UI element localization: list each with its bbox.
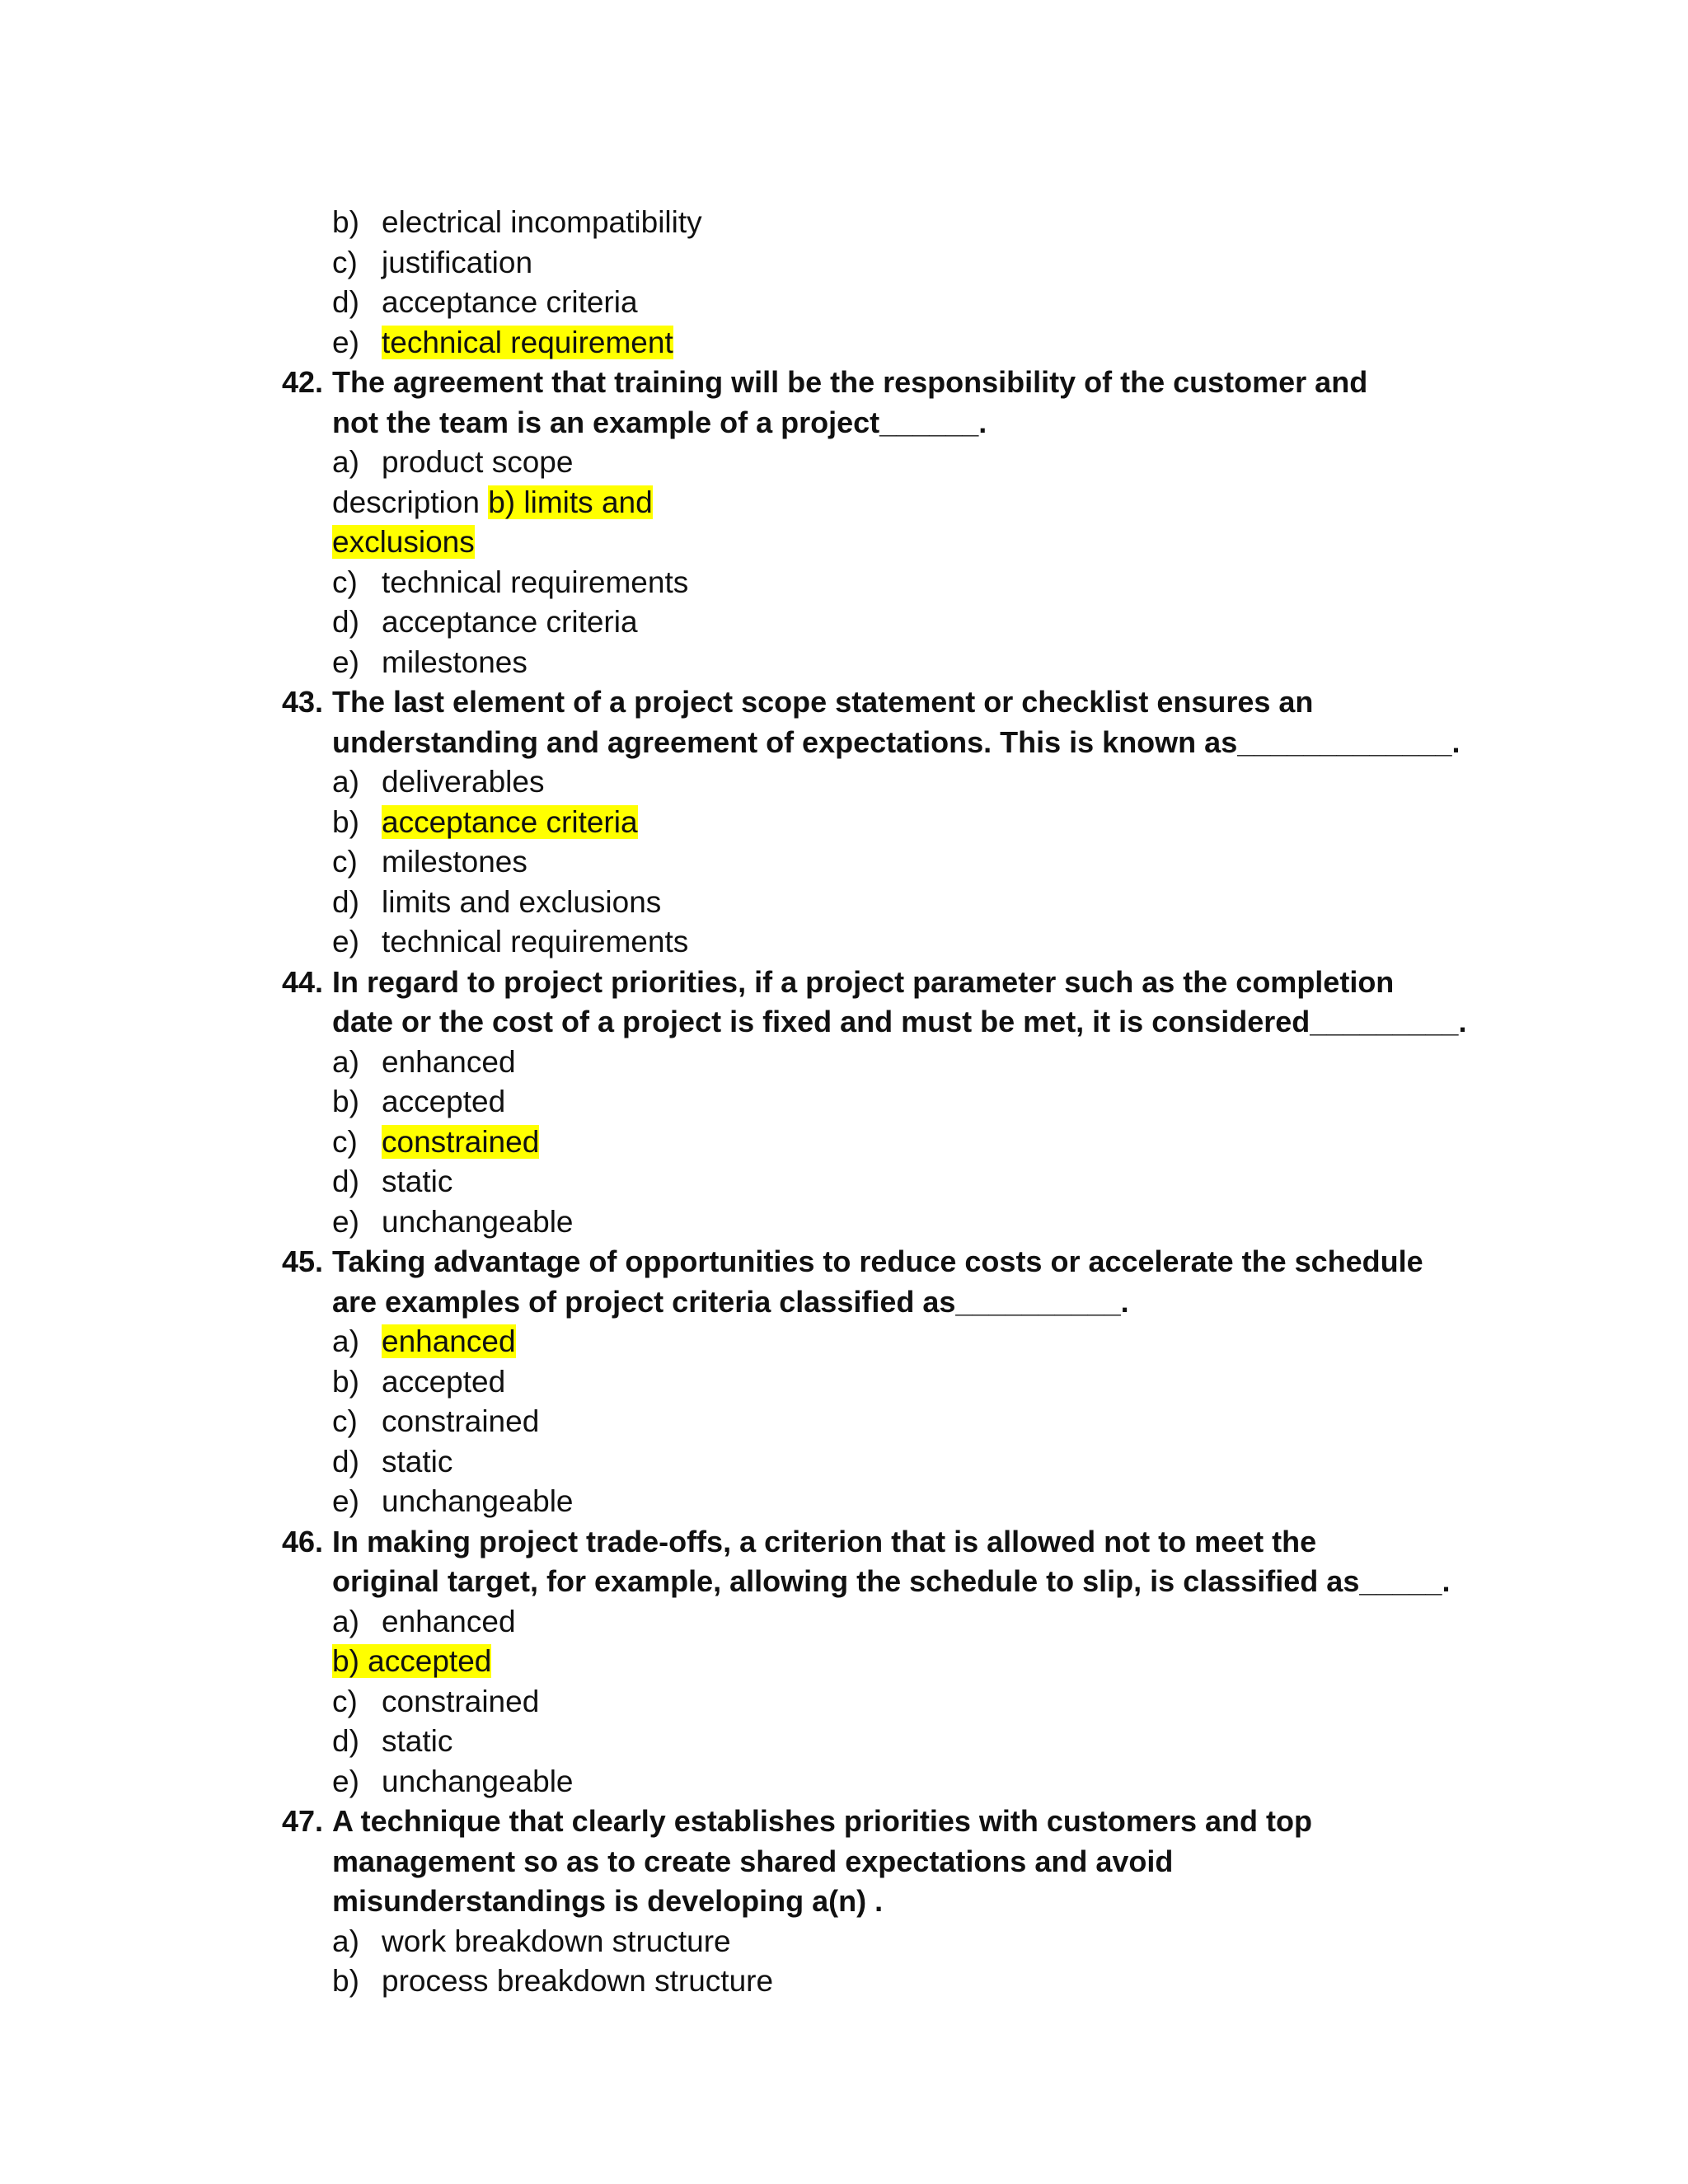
option-d: d) static xyxy=(332,1165,453,1198)
question-44 xyxy=(0,963,1688,1243)
option-d: d) acceptance criteria xyxy=(332,605,638,639)
option-c: c) constrained xyxy=(332,1404,540,1438)
option-a: a) product scope xyxy=(332,445,574,479)
question-42 xyxy=(0,363,1688,682)
highlighted-answer: technical requirement xyxy=(382,325,673,359)
question-number: 46. xyxy=(282,1524,324,1558)
option-e: e) technical requirements xyxy=(332,925,689,958)
quiz-page xyxy=(0,203,1688,2002)
question-text-line: not the team is an example of a project______. xyxy=(332,405,987,439)
question-number: 45. xyxy=(282,1244,324,1278)
option-d: d) static xyxy=(332,1724,453,1758)
question-46 xyxy=(0,1522,1688,1802)
option-a-continuation: description b) limits and xyxy=(332,485,653,519)
question-text-line: 45. Taking advantage of opportunities to reduce costs or accelerate the schedule xyxy=(0,1242,1688,1282)
question-text-line: 42. The agreement that training will be the responsibility of the customer and xyxy=(0,363,1688,403)
question-41-options xyxy=(0,203,1688,363)
question-text-line: date or the cost of a project is fixed and must be met, it is considered_________. xyxy=(332,1005,1467,1038)
option-b: b) accepted xyxy=(332,1364,506,1399)
question-43 xyxy=(0,682,1688,963)
question-text-line: 47. A technique that clearly establishes priorities with customers and top xyxy=(0,1802,1688,1842)
question-text-line: are examples of project criteria classified as__________. xyxy=(332,1284,1129,1319)
option-b-continuation xyxy=(0,523,1688,563)
question-text-line: management so as to create shared expectations and avoid xyxy=(332,1844,1174,1878)
option-d: d) acceptance criteria xyxy=(332,285,638,319)
option-e: e) milestones xyxy=(332,644,528,679)
option-b-correct: b) acceptance criteria xyxy=(332,804,638,839)
highlighted-answer: acceptance criteria xyxy=(382,804,638,839)
question-number: 47. xyxy=(282,1804,324,1838)
question-47 xyxy=(0,1802,1688,2002)
option-c: c) milestones xyxy=(332,845,528,879)
option-b: b) process breakdown structure xyxy=(332,1964,774,1998)
question-text-line: misunderstandings is developing a(n) . xyxy=(332,1884,884,1918)
option-e-correct: e) technical requirement xyxy=(332,325,673,359)
highlighted-answer: exclusions xyxy=(332,525,475,559)
question-text-line: original target, for example, allowing the schedule to slip, is classified as_____. xyxy=(332,1564,1451,1598)
option-d: d) limits and exclusions xyxy=(332,884,662,919)
option-b: b) electrical incompatibility xyxy=(332,205,702,239)
option-a: a) work breakdown structure xyxy=(332,1924,731,1958)
option-b-correct xyxy=(0,1642,1688,1682)
option-e: e) unchangeable xyxy=(332,1204,574,1239)
option-b: b) accepted xyxy=(332,1085,506,1118)
highlighted-answer: enhanced xyxy=(382,1324,516,1358)
question-text-line: 44. In regard to project priorities, if a project parameter such as the completion xyxy=(0,963,1688,1003)
option-c: c) technical requirements xyxy=(332,565,689,599)
option-a: a) enhanced xyxy=(332,1044,516,1079)
option-c-correct: c) constrained xyxy=(332,1124,540,1159)
question-45 xyxy=(0,1242,1688,1522)
option-c: c) justification xyxy=(332,245,533,279)
highlighted-answer: constrained xyxy=(382,1124,540,1159)
option-a: a) deliverables xyxy=(332,765,545,799)
option-c: c) constrained xyxy=(332,1684,540,1718)
option-a: a) enhanced xyxy=(332,1604,516,1638)
option-d: d) static xyxy=(332,1444,453,1479)
question-text-line: understanding and agreement of expectations. This is known as_____________. xyxy=(332,724,1461,759)
question-text-line: 43. The last element of a project scope statement or checklist ensures an xyxy=(0,682,1688,723)
question-number: 44. xyxy=(282,964,324,999)
highlighted-answer: b) accepted xyxy=(332,1644,492,1678)
question-number: 43. xyxy=(282,685,324,719)
question-text-line: 46. In making project trade-offs, a criterion that is allowed not to meet the xyxy=(0,1522,1688,1563)
option-a-correct: a) enhanced xyxy=(332,1324,516,1358)
question-number: 42. xyxy=(282,365,324,399)
option-e: e) unchangeable xyxy=(332,1484,574,1518)
highlighted-answer: b) limits and xyxy=(488,485,653,519)
option-e: e) unchangeable xyxy=(332,1764,574,1798)
